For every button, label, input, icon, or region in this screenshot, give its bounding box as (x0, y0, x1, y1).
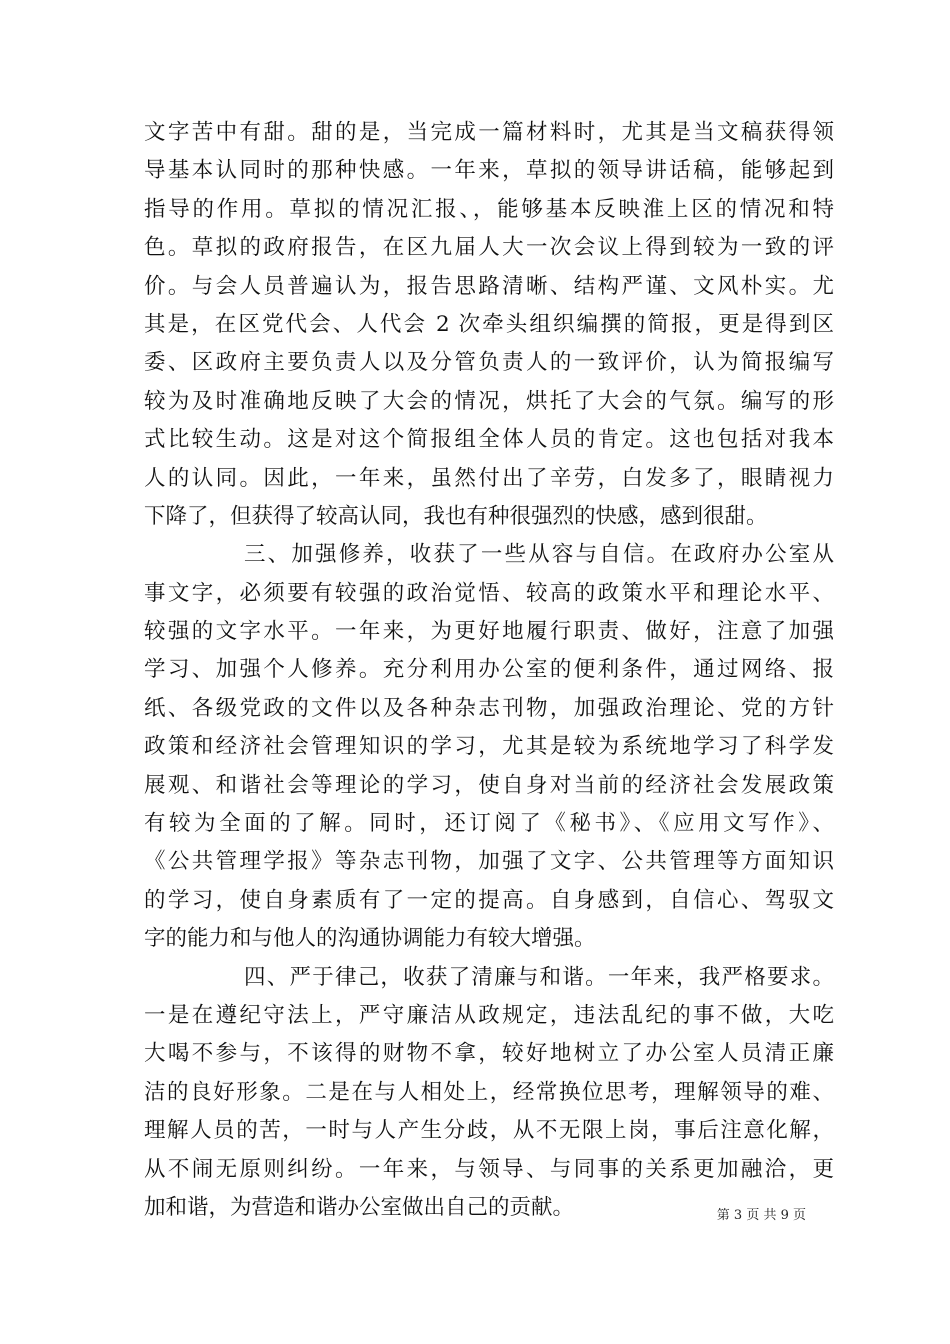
text-line: 的学习，使自身素质有了一定的提高。自身感到，自信心、驾驭文 (144, 887, 834, 913)
text-line: 大喝不参与，不该得的财物不拿，较好地树立了办公室人员清正廉 (144, 1041, 834, 1067)
text-line: 一是在遵纪守法上，严守廉洁从政规定，违法乱纪的事不做，大吃 (144, 1002, 834, 1028)
text-line: 指导的作用。草拟的情况汇报、，能够基本反映淮上区的情况和特 (144, 196, 834, 222)
text-line: 价。与会人员普遍认为，报告思路清晰、结构严谨、文风朴实。尤 (144, 273, 834, 299)
text-line: 展观、和谐社会等理论的学习，使自身对当前的经济社会发展政策 (144, 772, 834, 798)
text-line: 较为及时准确地反映了大会的情况，烘托了大会的气氛。编写的形 (144, 388, 834, 414)
text-line: 委、区政府主要负责人以及分管负责人的一致评价，认为简报编写 (144, 350, 834, 376)
text-line: 色。草拟的政府报告，在区九届人大一次会议上得到较为一致的评 (144, 235, 834, 261)
body-text (144, 114, 834, 1227)
text-line: 有较为全面的了解。同时，还订阅了《秘书》、《应用文写作》、 (144, 811, 834, 837)
text-line: 从不闹无原则纠纷。一年来，与领导、与同事的关系更加融洽，更 (144, 1156, 834, 1182)
text-line: 理解人员的苦，一时与人产生分歧，从不无限上岗，事后注意化解， (144, 1118, 834, 1144)
text-line: 加和谐，为营造和谐办公室做出自己的贡献。 (144, 1194, 575, 1220)
text-line: 人的认同。因此，一年来，虽然付出了辛劳，白发多了，眼睛视力 (144, 465, 834, 491)
text-line: 式比较生动。这是对这个简报组全体人员的肯定。这也包括对我本 (144, 427, 834, 453)
text-line: 其是，在区党代会、人代会 2 次牵头组织编撰的简报，更是得到区 (144, 311, 834, 337)
text-line: 文字苦中有甜。甜的是，当完成一篇材料时，尤其是当文稿获得领 (144, 120, 834, 145)
text-line: 《公共管理学报》等杂志刊物，加强了文字、公共管理等方面知识 (144, 849, 834, 875)
text-line: 纸、各级党政的文件以及各种杂志刊物，加强政治理论、党的方针 (144, 695, 834, 721)
text-line: 学习、加强个人修养。充分利用办公室的便利条件，通过网络、报 (144, 657, 834, 683)
text-line: 政策和经济社会管理知识的学习，尤其是较为系统地学习了科学发 (144, 734, 834, 760)
text-line: 三、加强修养，收获了一些从容与自信。在政府办公室从 (244, 542, 834, 568)
text-line: 下降了，但获得了较高认同，我也有种很强烈的快感，感到很甜。 (144, 503, 768, 529)
text-line: 洁的良好形象。二是在与人相处上，经常换位思考，理解领导的难、 (144, 1079, 834, 1105)
text-line: 导基本认同时的那种快感。一年来，草拟的领导讲话稿，能够起到 (144, 158, 834, 184)
page-footer: 第 3 页 共 9 页 (716, 1208, 806, 1223)
text-line: 四、严于律己，收获了清廉与和谐。一年来，我严格要求。 (244, 964, 834, 990)
text-line: 较强的文字水平。一年来，为更好地履行职责、做好，注意了加强 (144, 619, 834, 645)
text-line: 事文字，必须要有较强的政治觉悟、较高的政策水平和理论水平、 (144, 580, 834, 606)
text-line: 字的能力和与他人的沟通协调能力有较大增强。 (144, 926, 596, 952)
